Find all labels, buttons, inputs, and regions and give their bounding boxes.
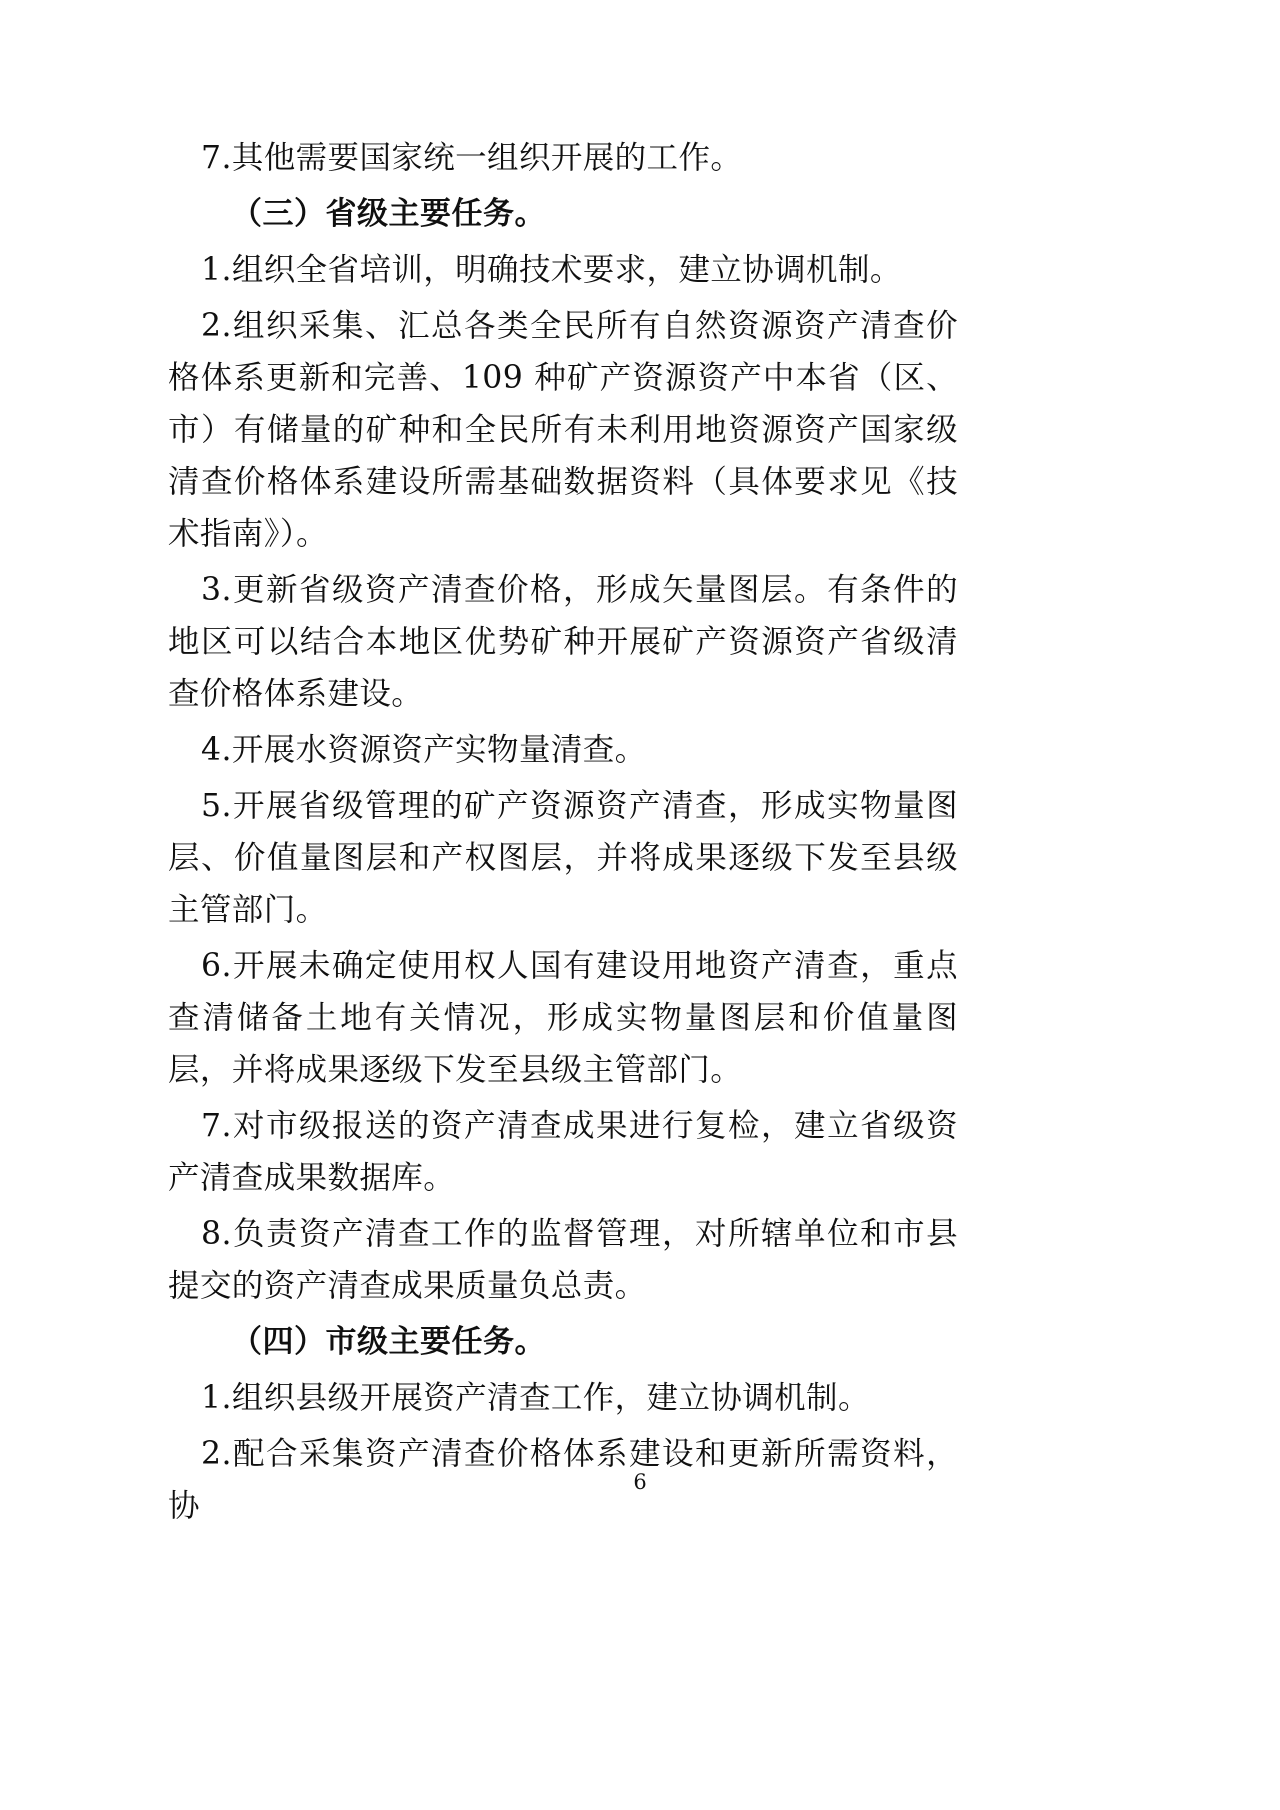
paragraph-national-item-7: 7.其他需要国家统一组织开展的工作。	[201, 140, 743, 176]
paragraph-provincial-item-5: 5.开展省级管理的矿产资源资产清查，形成实物量图层、价值量图层和产权图层，并将成果逐级下发至县级主管部门。	[168, 788, 958, 928]
heading-provincial-tasks: （三）省级主要任务。	[231, 196, 546, 232]
paragraph-provincial-item-4: 4.开展水资源资产实物量清查。	[201, 732, 647, 768]
paragraph-provincial-item-2: 2.组织采集、汇总各类全民所有自然资源资产清查价格体系更新和完善、109 种矿产资源资产中本省（区、市）有储量的矿种和全民所有未利用地资源资产国家级清查价格体系建设所需基础数据资料（具体要求见《技术指南》）。	[168, 308, 958, 552]
paragraph-municipal-item-2: 2.配合采集资产清查价格体系建设和更新所需资料，协	[168, 1436, 958, 1524]
paragraph-provincial-item-3: 3.更新省级资产清查价格，形成矢量图层。有条件的地区可以结合本地区优势矿种开展矿产资源资产省级清查价格体系建设。	[168, 572, 958, 712]
paragraph-provincial-item-7: 7.对市级报送的资产清查成果进行复检，建立省级资产清查成果数据库。	[168, 1108, 958, 1196]
paragraph-provincial-item-6: 6.开展未确定使用权人国有建设用地资产清查，重点查清储备土地有关情况，形成实物量图层和价值量图层，并将成果逐级下发至县级主管部门。	[168, 948, 958, 1088]
paragraph-provincial-item-1: 1.组织全省培训，明确技术要求，建立协调机制。	[201, 252, 902, 288]
page-content	[168, 132, 958, 1536]
heading-municipal-tasks: （四）市级主要任务。	[231, 1324, 546, 1360]
page-number: 6	[633, 1470, 647, 1494]
paragraph-provincial-item-8: 8.负责资产清查工作的监督管理，对所辖单位和市县提交的资产清查成果质量负总责。	[168, 1216, 958, 1304]
paragraph-municipal-item-1: 1.组织县级开展资产清查工作，建立协调机制。	[201, 1380, 870, 1416]
